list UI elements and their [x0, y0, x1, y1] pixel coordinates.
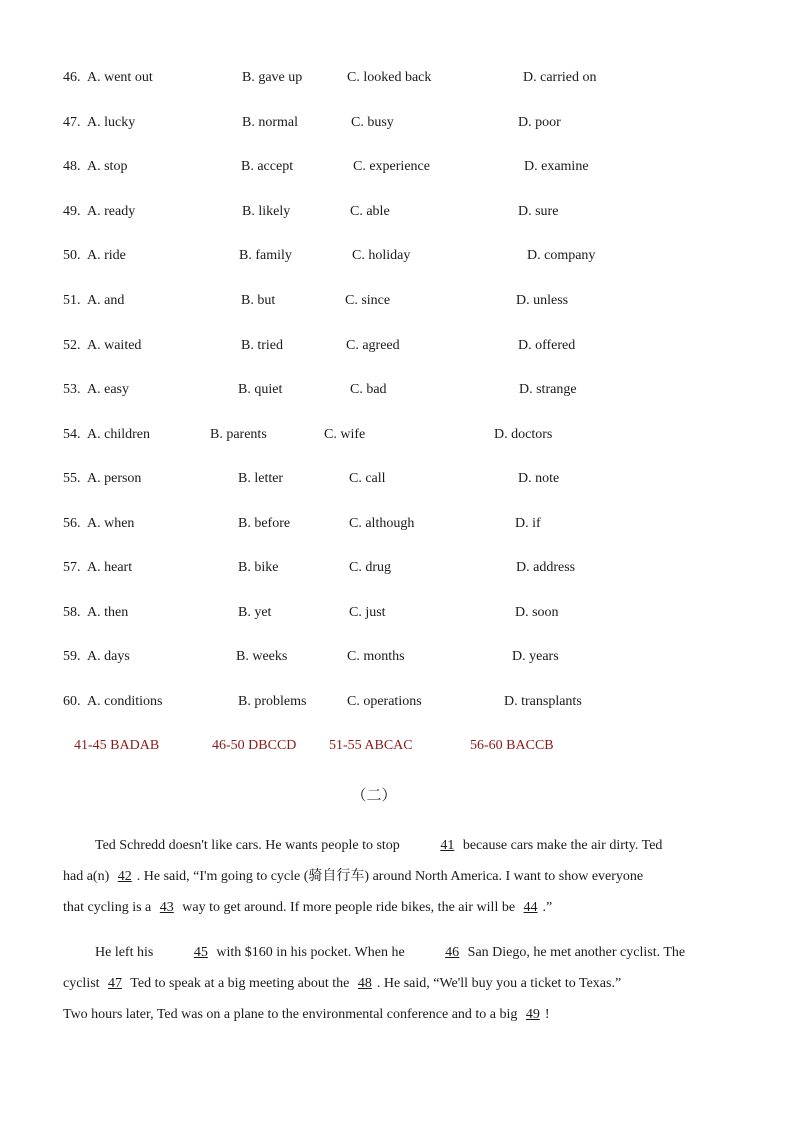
option-c: C. bad: [350, 382, 387, 397]
option-b: B. parents: [210, 427, 267, 442]
option-b: B. problems: [238, 694, 307, 709]
option-d: D. offered: [518, 338, 576, 353]
section-title: （二）: [351, 788, 397, 804]
question-row: [0, 425, 794, 445]
question-number: 57.: [63, 560, 81, 575]
option-a: A. stop: [87, 159, 128, 174]
question-number: 55.: [63, 471, 81, 486]
option-a: A. days: [87, 649, 130, 664]
question-row: [0, 603, 794, 623]
passage-line: [63, 999, 725, 1030]
option-d: D. soon: [515, 605, 559, 620]
question-number: 59.: [63, 649, 81, 664]
option-b: B. family: [239, 248, 292, 263]
passage-text: !: [544, 1007, 550, 1022]
question-number: 53.: [63, 382, 81, 397]
option-d: D. sure: [518, 204, 559, 219]
option-a: A. easy: [87, 382, 129, 397]
blank-49: 49: [525, 1007, 540, 1022]
passage-text: .”: [542, 900, 553, 915]
question-row: [0, 558, 794, 578]
blank-48: 48: [357, 976, 372, 991]
passage-paragraph-2: [63, 937, 725, 1030]
option-c: C. able: [350, 204, 390, 219]
option-a: A. then: [87, 605, 129, 620]
question-number: 49.: [63, 204, 81, 219]
question-row: [0, 647, 794, 667]
answer-key: [0, 736, 794, 756]
option-c: C. operations: [347, 694, 422, 709]
option-a: A. lucky: [87, 115, 136, 130]
option-b: B. weeks: [236, 649, 288, 664]
passage-text: cyclist: [63, 976, 100, 991]
blank-45: 45: [193, 945, 208, 960]
passage-line: [63, 830, 725, 861]
option-c: C. although: [349, 516, 415, 531]
option-a: A. waited: [87, 338, 142, 353]
option-d: D. examine: [524, 159, 589, 174]
option-d: D. if: [515, 516, 541, 531]
blank-46: 46: [445, 945, 460, 960]
passage-text: He left his: [95, 945, 154, 960]
option-b: B. normal: [242, 115, 298, 130]
option-c: C. since: [345, 293, 391, 308]
option-b: B. gave up: [242, 70, 303, 85]
option-a: A. ride: [87, 248, 126, 263]
option-d: D. doctors: [494, 427, 553, 442]
option-b: B. bike: [238, 560, 279, 575]
option-d: D. transplants: [504, 694, 582, 709]
option-c: C. call: [349, 471, 386, 486]
option-c: C. months: [347, 649, 405, 664]
option-a: A. when: [87, 516, 135, 531]
question-number: 58.: [63, 605, 81, 620]
passage-text: . He said, “I'm going to cycle (骑自行车) around North America. I want to show everyone: [136, 869, 644, 884]
question-number: 52.: [63, 338, 81, 353]
option-d: D. years: [512, 649, 559, 664]
option-d: D. carried on: [523, 70, 597, 85]
answer-group-46-50: 46-50 DBCCD: [212, 738, 297, 753]
passage-text: Ted Schredd doesn't like cars. He wants people to stop: [95, 838, 400, 853]
option-a: A. went out: [87, 70, 153, 85]
passage-text: way to get around. If more people ride bikes, the air will be: [182, 900, 516, 915]
option-d: D. unless: [516, 293, 569, 308]
answer-group-56-60: 56-60 BACCB: [470, 738, 554, 753]
passage-text: had a(n): [63, 869, 110, 884]
blank-43: 43: [159, 900, 174, 915]
option-d: D. poor: [518, 115, 561, 130]
question-number: 56.: [63, 516, 81, 531]
question-number: 46.: [63, 70, 81, 85]
passage-text: . He said, “We'll buy you a ticket to Texas.”: [376, 976, 622, 991]
option-b: B. accept: [241, 159, 294, 174]
passage-text: that cycling is a: [63, 900, 152, 915]
option-b: B. quiet: [238, 382, 283, 397]
question-number: 51.: [63, 293, 81, 308]
question-number: 48.: [63, 159, 81, 174]
option-c: C. just: [349, 605, 386, 620]
question-row: [0, 246, 794, 266]
question-number: 50.: [63, 248, 81, 263]
option-c: C. agreed: [346, 338, 400, 353]
question-row: [0, 113, 794, 133]
passage-text: Two hours later, Ted was on a plane to the environmental conference and to a big: [63, 1007, 518, 1022]
passage-paragraph-1: [63, 830, 725, 923]
option-a: A. ready: [87, 204, 136, 219]
passage-line: [63, 968, 725, 999]
question-row: [0, 469, 794, 489]
option-a: A. heart: [87, 560, 133, 575]
option-c: C. holiday: [352, 248, 411, 263]
blank-41: 41: [440, 838, 455, 853]
option-c: C. busy: [351, 115, 394, 130]
option-d: D. company: [527, 248, 596, 263]
answer-group-51-55: 51-55 ABCAC: [329, 738, 413, 753]
question-number: 47.: [63, 115, 81, 130]
question-row: [0, 380, 794, 400]
answer-group-41-45: 41-45 BADAB: [74, 738, 160, 753]
option-b: B. but: [241, 293, 276, 308]
option-b: B. tried: [241, 338, 283, 353]
question-row: [0, 336, 794, 356]
blank-47: 47: [108, 976, 123, 991]
blank-42: 42: [117, 869, 132, 884]
blank-44: 44: [523, 900, 538, 915]
question-number: 54.: [63, 427, 81, 442]
option-d: D. strange: [519, 382, 577, 397]
option-b: B. yet: [238, 605, 272, 620]
option-c: C. experience: [353, 159, 430, 174]
question-row: [0, 157, 794, 177]
passage-text: Ted to speak at a big meeting about the: [130, 976, 350, 991]
option-c: C. drug: [349, 560, 391, 575]
question-row: [0, 291, 794, 311]
question-row: [0, 68, 794, 88]
option-d: D. address: [516, 560, 576, 575]
question-row: [0, 514, 794, 534]
passage-text: San Diego, he met another cyclist. The: [467, 945, 686, 960]
question-number: 60.: [63, 694, 81, 709]
option-c: C. wife: [324, 427, 366, 442]
passage-text: because cars make the air dirty. Ted: [462, 838, 663, 853]
option-d: D. note: [518, 471, 560, 486]
option-a: A. person: [87, 471, 142, 486]
question-row: [0, 202, 794, 222]
option-a: A. children: [87, 427, 150, 442]
option-b: B. letter: [238, 471, 284, 486]
option-c: C. looked back: [347, 70, 432, 85]
passage-line: [63, 937, 725, 968]
passage-line: [63, 861, 725, 892]
option-b: B. likely: [242, 204, 291, 219]
option-a: A. and: [87, 293, 125, 308]
option-a: A. conditions: [87, 694, 163, 709]
passage-line: [63, 892, 725, 923]
option-b: B. before: [238, 516, 291, 531]
passage-text: with $160 in his pocket. When he: [216, 945, 405, 960]
question-row: [0, 692, 794, 712]
